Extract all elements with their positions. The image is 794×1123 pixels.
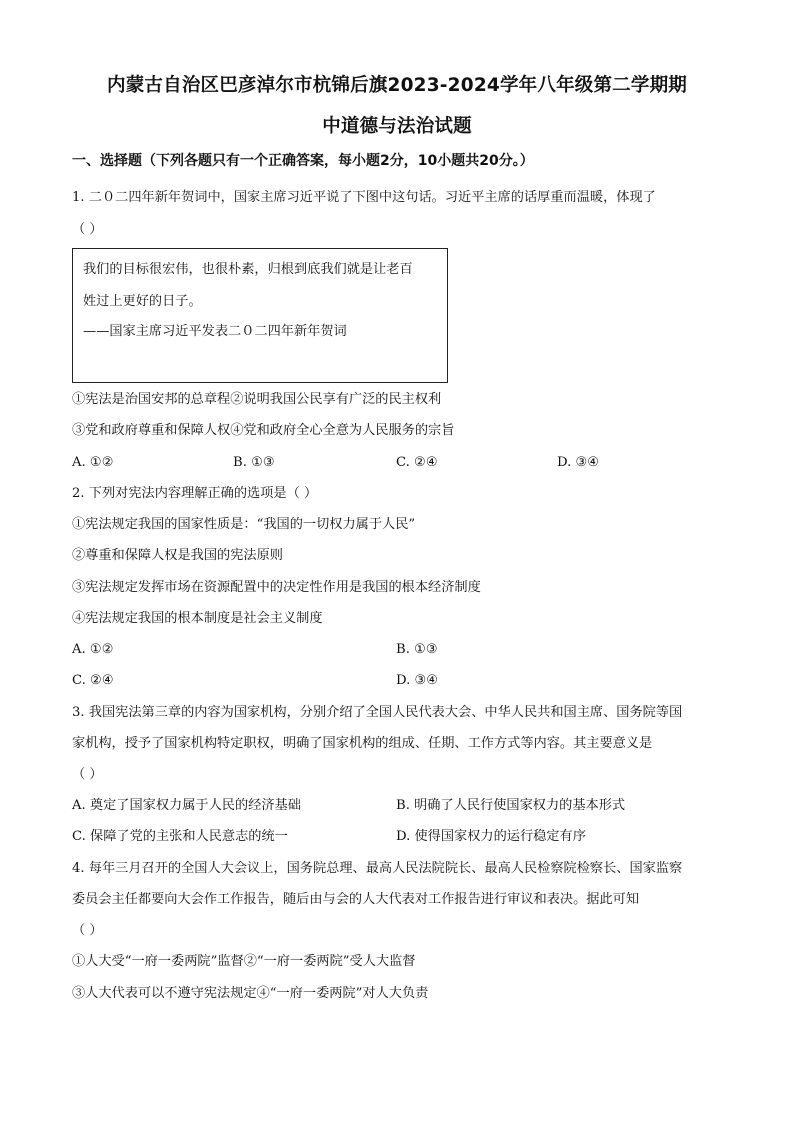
q1-option-b: B. ①③	[233, 455, 275, 470]
q1-option-c: C. ②④	[396, 455, 438, 470]
q4-stem-line-2: 委员会主任都要向大会作工作报告，随后由与会的人大代表对工作报告进行审议和表决。据此可知	[72, 892, 640, 907]
q3-option-b: B. 明确了人民行使国家权力的基本形式	[396, 798, 626, 813]
q1-stem-line-2: （ ）	[72, 222, 103, 237]
q3-option-a: A. 奠定了国家权力属于人民的经济基础	[72, 798, 301, 813]
q3-stem-line-1: 3. 我国宪法第三章的内容为国家机构，分别介绍了全国人民代表大会、中华人民共和国主席、国务院等国	[72, 705, 683, 720]
q1-items-line-2: ③党和政府尊重和保障人权④党和政府全心全意为人民服务的宗旨	[72, 423, 455, 438]
q4-stem-line-1: 4. 每年三月召开的全国人大会议上，国务院总理、最高人民法院院长、最高人民检察院检察长、国家监察	[72, 861, 683, 876]
q1-quote-line-2: 姓过上更好的日子。	[83, 294, 202, 309]
q2-option-b: B. ①③	[396, 642, 438, 657]
q3-stem-line-2: 家机构，授予了国家机构特定职权，明确了国家机构的组成、任期、工作方式等内容。其主要意义是	[72, 736, 653, 751]
q3-stem-line-3: （ ）	[72, 767, 103, 782]
q2-option-c: C. ②④	[72, 673, 114, 688]
document-title-line-1: 内蒙古自治区巴彦淖尔市杭锦后旗2023-2024学年八年级第二学期期	[107, 75, 687, 96]
q1-quote-source: ——国家主席习近平发表二０二四年新年贺词	[83, 324, 347, 339]
q1-option-d: D. ③④	[557, 455, 600, 470]
q1-items-line-1: ①宪法是治国安邦的总章程②说明我国公民享有广泛的民主权利	[72, 392, 442, 407]
q3-option-c: C. 保障了党的主张和人民意志的统一	[72, 829, 288, 844]
q1-stem-line-1: 1. 二０二四年新年贺词中，国家主席习近平说了下图中这句话。习近平主席的话厚重而温暖，体现了	[72, 190, 656, 205]
q2-item-2: ②尊重和保障人权是我国的宪法原则	[72, 548, 283, 563]
q4-items-line-1: ①人大受“一府一委两院”监督②“一府一委两院”受人大监督	[72, 954, 416, 969]
q3-option-d: D. 使得国家权力的运行稳定有序	[396, 829, 586, 844]
section-heading: 一、选择题（下列各题只有一个正确答案，每小题2分，10小题共20分。）	[72, 153, 534, 169]
q2-item-4: ④宪法规定我国的根本制度是社会主义制度	[72, 611, 323, 626]
q4-items-line-2: ③人大代表可以不遵守宪法规定④“一府一委两院”对人大负责	[72, 986, 429, 1001]
q1-quote-line-1: 我们的目标很宏伟，也很朴素，归根到底我们就是让老百	[83, 262, 413, 277]
q2-stem: 2. 下列对宪法内容理解正确的选项是（ ）	[72, 486, 318, 501]
q2-option-a: A. ①②	[72, 642, 114, 657]
q2-item-1: ①宪法规定我国的国家性质是：“我国的一切权力属于人民”	[72, 517, 416, 532]
document-title-line-2: 中道德与法治试题	[322, 116, 472, 137]
q2-option-d: D. ③④	[396, 673, 439, 688]
q1-option-a: A. ①②	[72, 455, 114, 470]
q2-item-3: ③宪法规定发挥市场在资源配置中的决定性作用是我国的根本经济制度	[72, 580, 481, 595]
q4-stem-line-3: （ ）	[72, 923, 103, 938]
q1-quote-box	[72, 248, 448, 383]
